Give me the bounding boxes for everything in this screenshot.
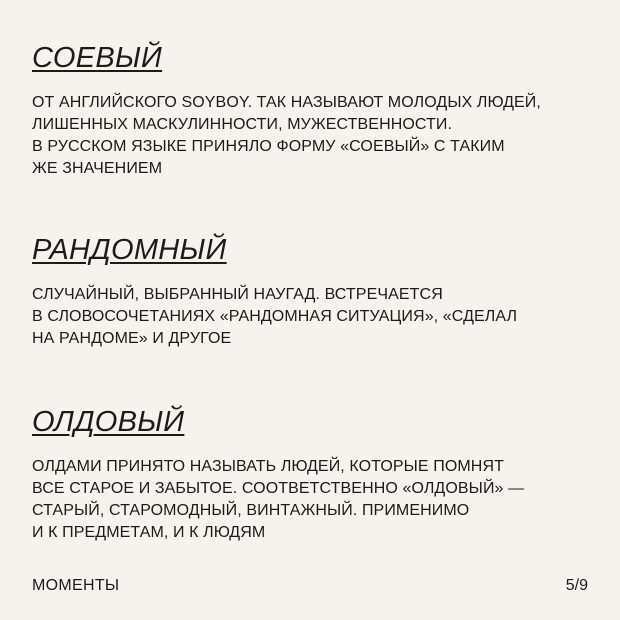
entry-soevyi <box>32 40 592 180</box>
definition-line: ЖЕ ЗНАЧЕНИЕМ <box>32 160 163 177</box>
term-definition <box>32 92 592 180</box>
page-indicator: 5/9 <box>565 577 588 594</box>
term-definition <box>32 456 592 544</box>
footer-brand: МОМЕНТЫ <box>32 577 120 594</box>
definition-line: ВСЕ СТАРОЕ И ЗАБЫТОЕ. СООТВЕТСТВЕННО «ОЛДОВЫЙ» — <box>32 480 525 497</box>
definition-line: СЛУЧАЙНЫЙ, ВЫБРАННЫЙ НАУГАД. ВСТРЕЧАЕТСЯ <box>32 286 443 303</box>
definition-line: СТАРЫЙ, СТАРОМОДНЫЙ, ВИНТАЖНЫЙ. ПРИМЕНИМО <box>32 502 470 519</box>
term-definition <box>32 284 592 350</box>
definition-line: В СЛОВОСОЧЕТАНИЯХ «РАНДОМНАЯ СИТУАЦИЯ», «СДЕЛАЛ <box>32 308 518 325</box>
entry-oldovyi <box>32 404 592 544</box>
definition-line: В РУССКОМ ЯЗЫКЕ ПРИНЯЛО ФОРМУ «СОЕВЫЙ» С ТАКИМ <box>32 138 505 155</box>
entry-randomnyi <box>32 232 592 350</box>
definition-line: И К ПРЕДМЕТАМ, И К ЛЮДЯМ <box>32 524 266 541</box>
definition-line: ОЛДАМИ ПРИНЯТО НАЗЫВАТЬ ЛЮДЕЙ, КОТОРЫЕ ПОМНЯТ <box>32 458 504 475</box>
definition-line: НА РАНДОМЕ» И ДРУГОЕ <box>32 330 232 347</box>
term-heading: РАНДОМНЫЙ <box>32 234 227 266</box>
term-heading: СОЕВЫЙ <box>32 42 163 74</box>
term-heading: ОЛДОВЫЙ <box>32 406 185 438</box>
definition-line: ЛИШЕННЫХ МАСКУЛИННОСТИ, МУЖЕСТВЕННОСТИ. <box>32 116 453 133</box>
definition-line: ОТ АНГЛИЙСКОГО SOYBOY. ТАК НАЗЫВАЮТ МОЛОДЫХ ЛЮДЕЙ, <box>32 94 541 111</box>
